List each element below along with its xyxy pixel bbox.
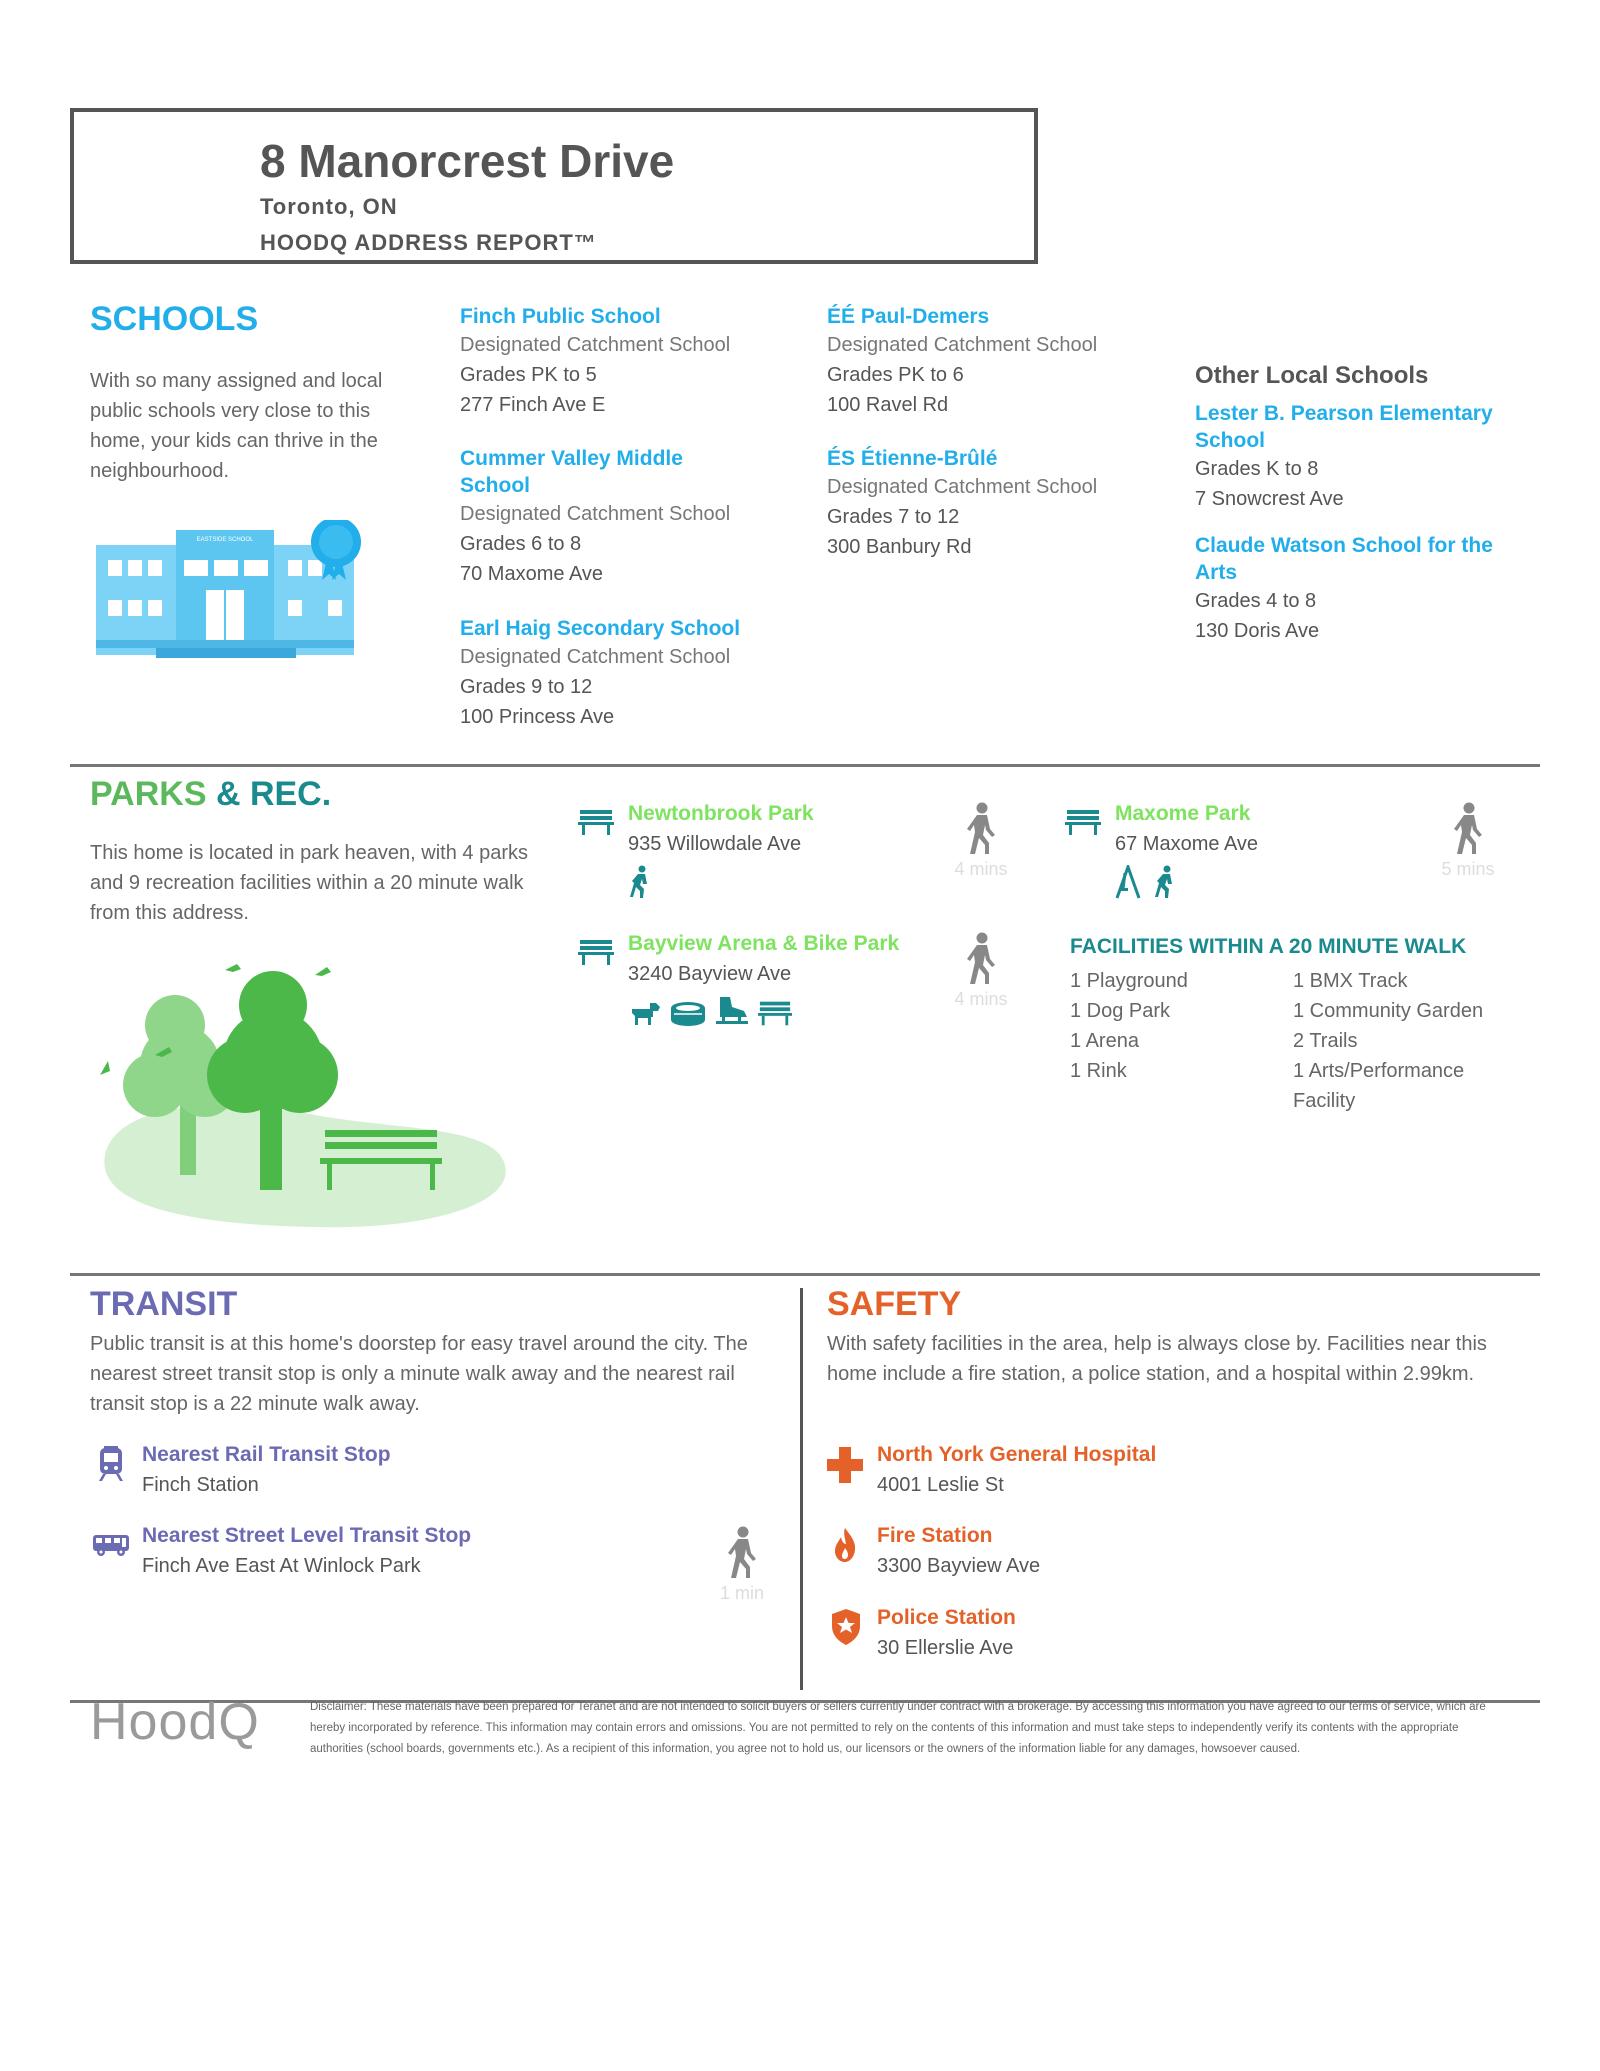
safety-description: With safety facilities in the area, help is always close by. Facilities near this home include a fire station, a police station, and a hospital within 2.99km. <box>827 1333 1487 1385</box>
walk-time-label: 5 mins <box>1441 859 1495 879</box>
dog-park-icon <box>628 999 662 1027</box>
bench-icon <box>1065 808 1101 836</box>
school-type: Designated Catchment School <box>827 334 1098 356</box>
hospital-cross-icon <box>827 1447 863 1483</box>
school-earl-haig <box>460 615 780 732</box>
park-newtonbrook <box>628 799 814 904</box>
fire-icon <box>833 1527 857 1563</box>
facilities-column-2 <box>1293 966 1523 1116</box>
park-name[interactable]: Bayview Arena & Bike Park <box>628 932 900 955</box>
parks-title <box>90 775 331 814</box>
facility-item: 1 Arts/Performance Facility <box>1293 1060 1465 1112</box>
street-transit-stop <box>142 1521 471 1581</box>
bench-icon <box>578 808 614 836</box>
street-stop-label[interactable]: Nearest Street Level Transit Stop <box>142 1524 472 1547</box>
facility-item: 1 Community Garden <box>1293 1000 1484 1022</box>
street-stop-name: Finch Ave East At Winlock Park <box>142 1555 421 1577</box>
school-name[interactable]: Finch Public School <box>460 305 661 328</box>
facility-item: 1 Arena <box>1070 1030 1139 1052</box>
school-grades: Grades 9 to 12 <box>460 676 593 698</box>
walk-time-label: 4 mins <box>954 989 1008 1009</box>
school-grades: Grades K to 8 <box>1195 458 1319 480</box>
park-name[interactable]: Maxome Park <box>1115 802 1251 825</box>
walk-time-bayview-arena <box>941 932 1021 1010</box>
facility-item: 1 Rink <box>1070 1060 1127 1082</box>
parks-title-a: PARKS <box>90 775 207 813</box>
other-schools-heading: Other Local Schools <box>1195 362 1429 389</box>
park-name[interactable]: Newtonbrook Park <box>628 802 814 825</box>
disclaimer-text: Disclaimer: These materials have been prepared for Teranet and are not intended to solicit buyers or sellers currently under contract with a brokerage. By accessing this information you have agreed to our terms of service, which are hereby incorporated by reference. This information may contain errors and omissions. You are not permitted to rely on the contents of this information and must take steps to independently verify its contents with the appropriate authorities (school boards, governments etc.). As a recipient of this information, you agree not to hold us, our licensors or the owners of the information liable for any damages, howsoever caused. <box>310 1701 1486 1755</box>
bench-icon <box>578 938 614 966</box>
school-address: 130 Doris Ave <box>1195 620 1320 642</box>
school-address: 7 Snowcrest Ave <box>1195 488 1344 510</box>
facility-item: 1 BMX Track <box>1293 970 1408 992</box>
hoodq-logo: HoodQ <box>90 1693 260 1751</box>
safety-fire-station <box>877 1521 1040 1581</box>
park-address: 67 Maxome Ave <box>1115 833 1259 855</box>
school-finch <box>460 303 780 420</box>
trail-icon <box>628 865 652 899</box>
train-icon <box>98 1446 124 1482</box>
arena-icon <box>670 1001 706 1027</box>
school-grades: Grades 7 to 12 <box>827 506 960 528</box>
report-header <box>70 108 1038 264</box>
bus-icon <box>92 1533 130 1557</box>
rail-transit-stop <box>142 1440 391 1500</box>
safety-name[interactable]: Police Station <box>877 1606 1016 1629</box>
rail-stop-name: Finch Station <box>142 1474 259 1496</box>
safety-address: 3300 Bayview Ave <box>877 1555 1041 1577</box>
school-type: Designated Catchment School <box>460 334 731 356</box>
walk-time-street-stop <box>702 1526 782 1604</box>
playground-swing-icon <box>1115 865 1141 899</box>
schools-description: With so many assigned and local public schools very close to this home, your kids can thrive in the neighbourhood. <box>90 370 383 482</box>
address-title: 8 Manorcrest Drive <box>260 135 675 187</box>
school-address: 100 Princess Ave <box>460 706 615 728</box>
park-address: 3240 Bayview Ave <box>628 963 792 985</box>
safety-hospital <box>877 1440 1156 1500</box>
parks-description: This home is located in park heaven, with 4 parks and 9 recreation facilities within a 20 minute walk from this address. <box>90 842 528 924</box>
walk-time-newtonbrook <box>941 802 1021 880</box>
address-city: Toronto, ON <box>260 194 398 219</box>
park-address: 935 Willowdale Ave <box>628 833 802 855</box>
school-type: Designated Catchment School <box>460 646 731 668</box>
trail-icon <box>1153 865 1177 899</box>
school-address: 70 Maxome Ave <box>460 563 604 585</box>
school-address: 300 Banbury Rd <box>827 536 972 558</box>
skate-rink-icon <box>714 995 750 1027</box>
walking-person-icon <box>1451 802 1485 854</box>
column-divider <box>800 1288 803 1690</box>
walking-person-icon <box>964 802 998 854</box>
school-building-illustration <box>96 520 376 660</box>
other-local-schools <box>1195 362 1535 646</box>
facility-item: 1 Playground <box>1070 970 1188 992</box>
bench-icon <box>758 999 792 1027</box>
rail-stop-label[interactable]: Nearest Rail Transit Stop <box>142 1443 391 1466</box>
schools-title: SCHOOLS <box>90 300 259 338</box>
section-divider <box>70 764 1540 767</box>
school-grades: Grades PK to 6 <box>827 364 964 386</box>
school-grades: Grades 6 to 8 <box>460 533 582 555</box>
facility-item: 1 Dog Park <box>1070 1000 1171 1022</box>
school-grades: Grades PK to 5 <box>460 364 597 386</box>
police-badge-icon <box>830 1608 862 1646</box>
walk-time-label: 1 min <box>719 1583 764 1603</box>
school-name[interactable]: ÉS Étienne-Brûlé <box>827 447 998 470</box>
safety-police-station <box>877 1603 1016 1663</box>
safety-address: 4001 Leslie St <box>877 1474 1004 1496</box>
school-address: 277 Finch Ave E <box>460 394 606 416</box>
transit-title: TRANSIT <box>90 1285 238 1323</box>
walking-person-icon <box>725 1526 759 1578</box>
school-cummer-valley <box>460 445 760 589</box>
safety-name[interactable]: North York General Hospital <box>877 1443 1157 1466</box>
facilities-column-1 <box>1070 966 1270 1086</box>
school-type: Designated Catchment School <box>827 476 1098 498</box>
park-bayview-arena <box>628 929 899 1027</box>
school-name[interactable]: ÉÉ Paul-Demers <box>827 305 990 328</box>
school-name[interactable]: Lester B. Pearson Elementary School <box>1195 402 1493 452</box>
school-etienne-brule <box>827 445 1147 562</box>
school-name[interactable]: Cummer Valley Middle School <box>460 447 683 497</box>
safety-name[interactable]: Fire Station <box>877 1524 993 1547</box>
school-paul-demers <box>827 303 1147 420</box>
school-name[interactable]: Earl Haig Secondary School <box>460 617 741 640</box>
safety-address: 30 Ellerslie Ave <box>877 1637 1014 1659</box>
facilities-heading: FACILITIES WITHIN A 20 MINUTE WALK <box>1070 935 1467 958</box>
school-address: 100 Ravel Rd <box>827 394 949 416</box>
safety-title: SAFETY <box>827 1285 962 1323</box>
walking-person-icon <box>964 932 998 984</box>
park-illustration <box>95 955 515 1235</box>
facility-item: 2 Trails <box>1293 1030 1358 1052</box>
walk-time-maxome <box>1428 802 1508 880</box>
school-sign-text: EASTSIDE SCHOOL <box>196 537 254 543</box>
parks-title-b: & REC. <box>215 775 332 813</box>
section-divider <box>70 1273 1540 1276</box>
walk-time-label: 4 mins <box>954 859 1008 879</box>
school-grades: Grades 4 to 8 <box>1195 590 1317 612</box>
report-name: HOODQ ADDRESS REPORT™ <box>260 230 597 255</box>
school-type: Designated Catchment School <box>460 503 731 525</box>
school-name[interactable]: Claude Watson School for the Arts <box>1195 534 1493 584</box>
transit-description: Public transit is at this home's doorstep for easy travel around the city. The nearest street transit stop is only a minute walk away and the nearest rail transit stop is a 22 minute walk away. <box>90 1333 748 1415</box>
park-maxome <box>1115 799 1258 899</box>
